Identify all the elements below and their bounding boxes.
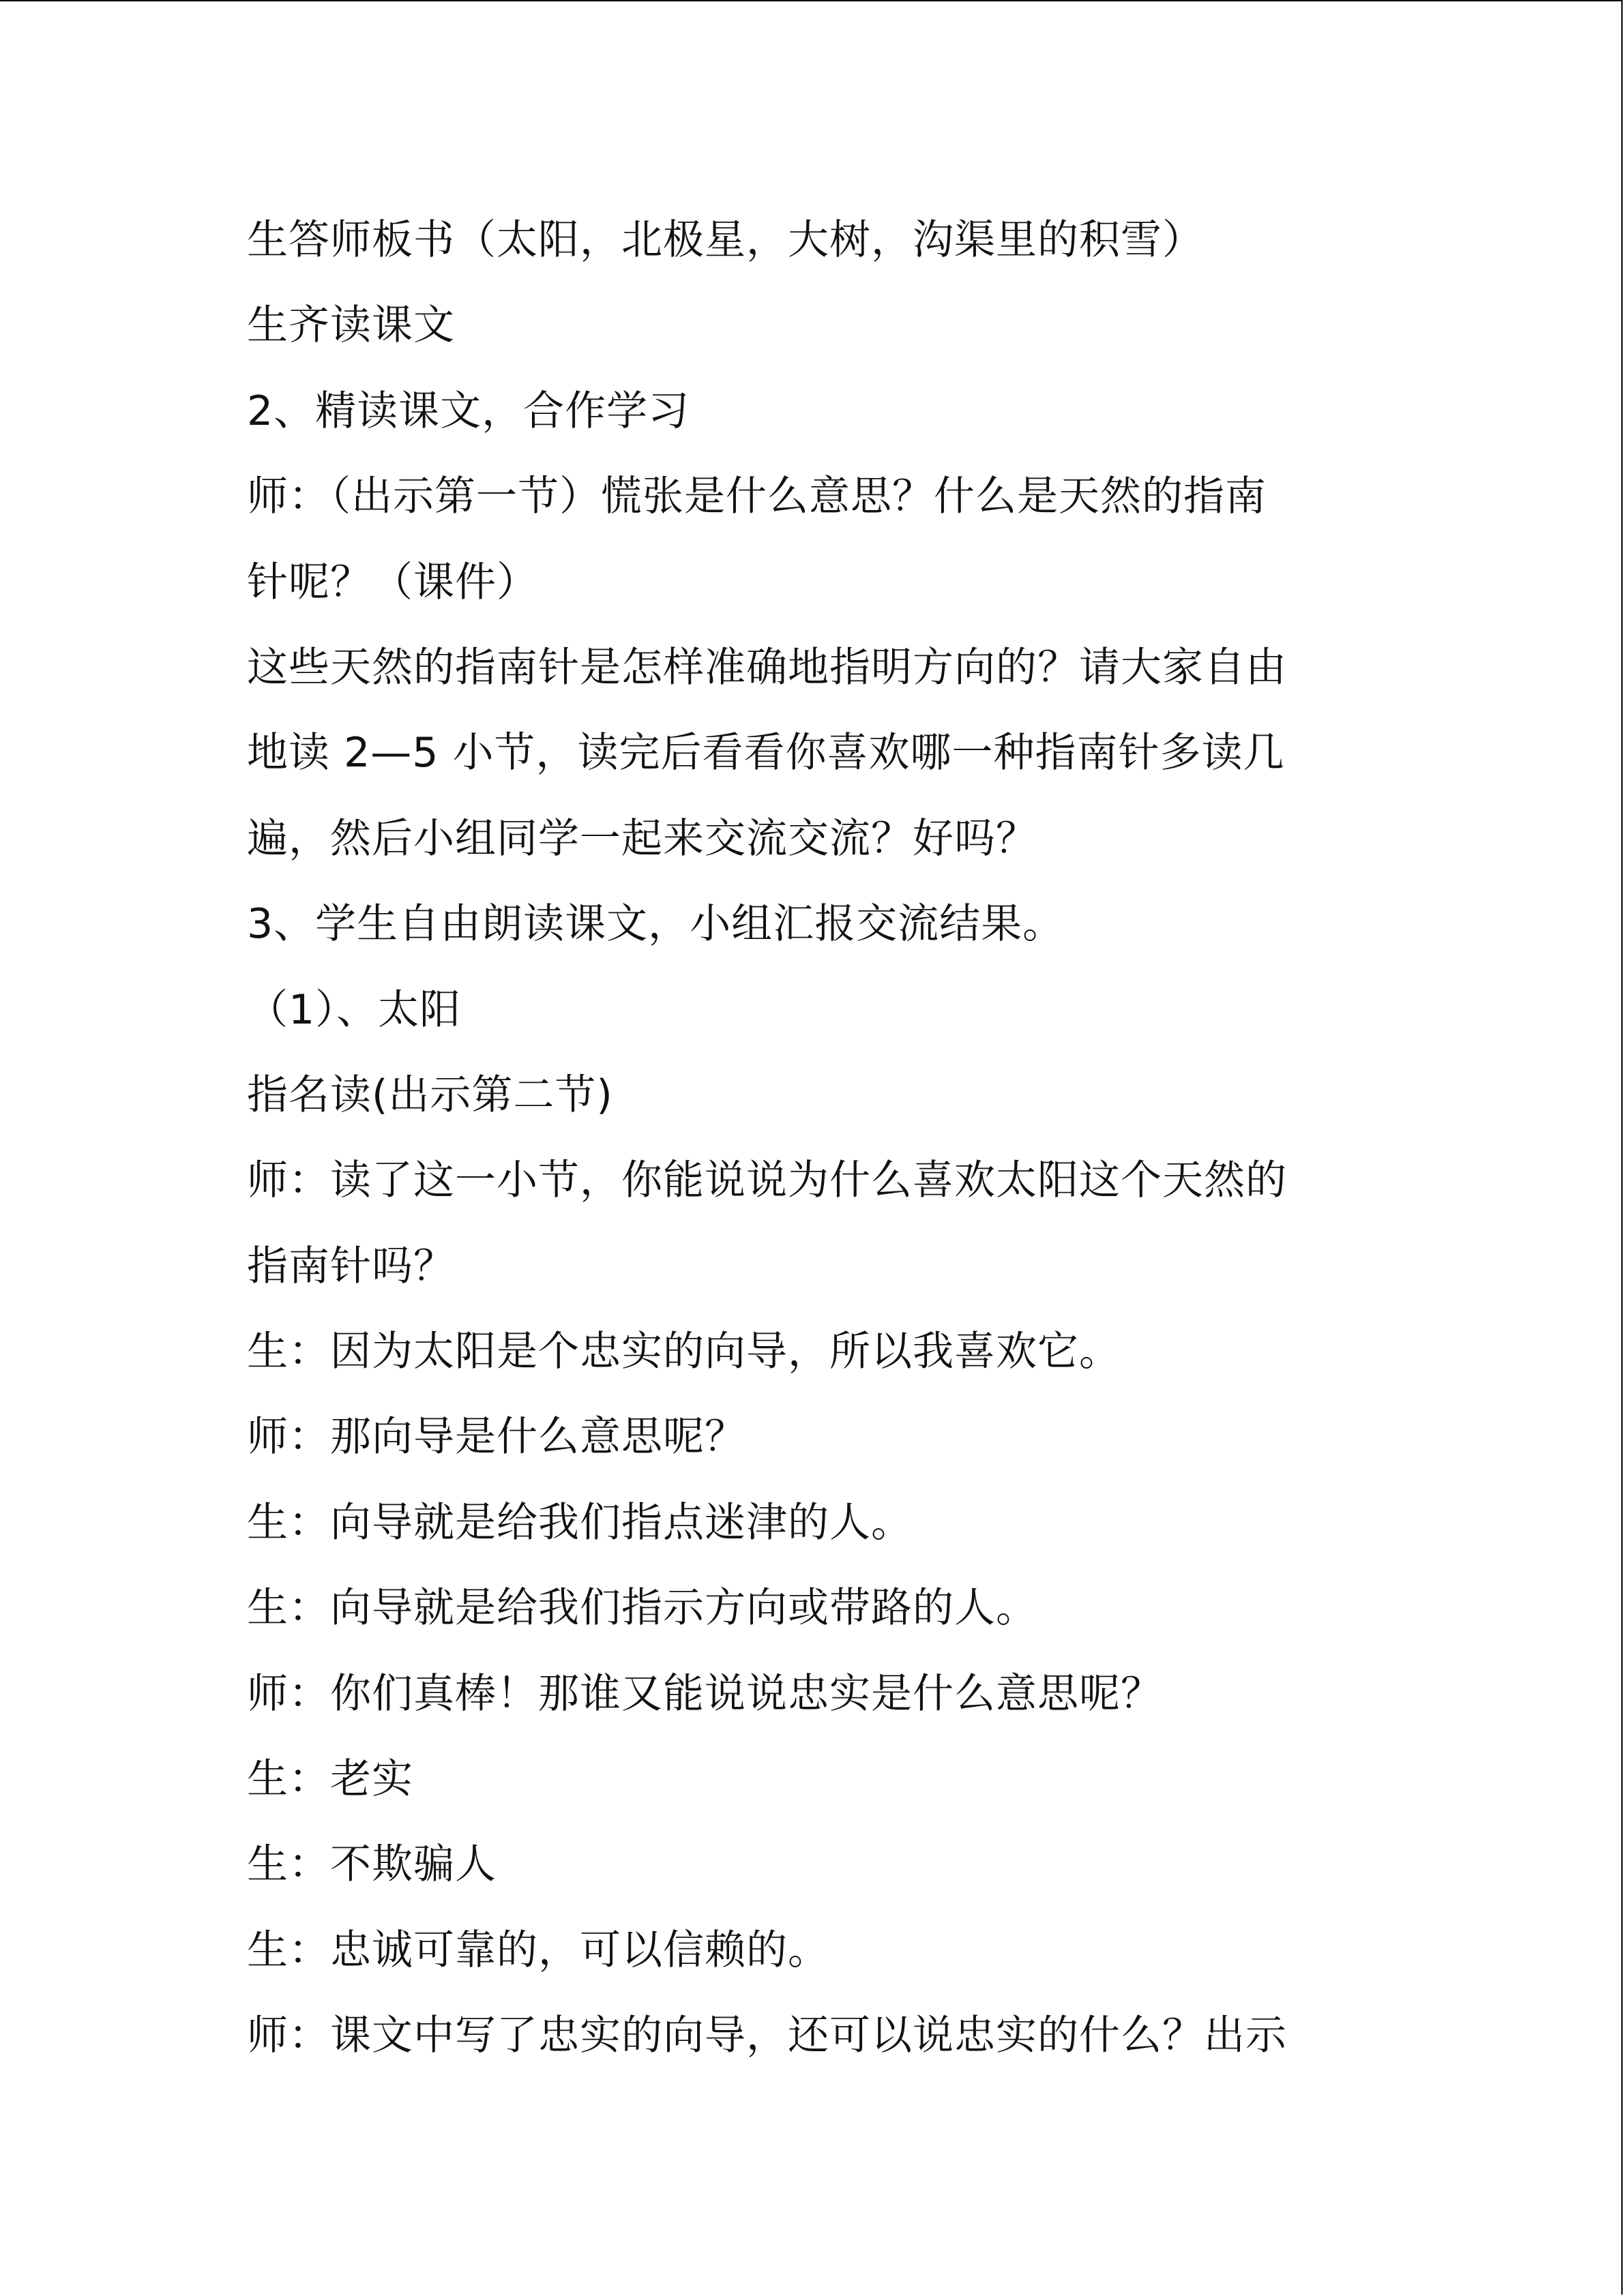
text-line: 师：那向导是什么意思呢？ [247, 1413, 746, 1461]
text-line: 指南针吗？ [247, 1242, 455, 1290]
text-line: 师：你们真棒！那谁又能说说忠实是什么意思呢？ [247, 1669, 1162, 1718]
section-heading: 2、精读课文，合作学习 [247, 387, 690, 435]
text-line: 师：（出示第一节）慌张是什么意思？什么是天然的指南 [247, 473, 1267, 521]
document-body [247, 205, 1379, 2086]
text-line: 遍，然后小组同学一起来交流交流？好吗？ [247, 814, 1037, 863]
text-line: 生：老实 [247, 1755, 413, 1804]
text-line: 这些天然的指南针是怎样准确地指明方向的？请大家自由 [247, 643, 1287, 691]
section-heading: 3、学生自由朗读课文，小组汇报交流结果。 [247, 900, 1065, 949]
text-line: 生：向导就是给我们指示方向或带路的人。 [247, 1584, 1037, 1632]
text-line: 师：课文中写了忠实的向导，还可以说忠实的什么？出示 [247, 2012, 1287, 2060]
text-line: 师：读了这一小节，你能说说为什么喜欢太阳这个天然的 [247, 1157, 1287, 1205]
text-line: 生：忠诚可靠的，可以信赖的。 [247, 1926, 829, 1974]
text-line: 指名读(出示第二节) [247, 1071, 613, 1119]
subsection-heading: （1）、太阳 [247, 985, 462, 1034]
text-line: 生：向导就是给我们指点迷津的人。 [247, 1498, 913, 1547]
text-line: 生答师板书（太阳，北极星，大树，沟渠里的积雪） [247, 216, 1204, 264]
text-line: 生齐读课文 [247, 301, 455, 350]
text-line: 生：不欺骗人 [247, 1840, 497, 1889]
text-line: 生：因为太阳是个忠实的向导，所以我喜欢它。 [247, 1328, 1121, 1376]
text-line: 针呢？（课件） [247, 558, 538, 606]
text-line: 地读 2—5 小节，读完后看看你喜欢哪一种指南针多读几 [247, 729, 1285, 777]
